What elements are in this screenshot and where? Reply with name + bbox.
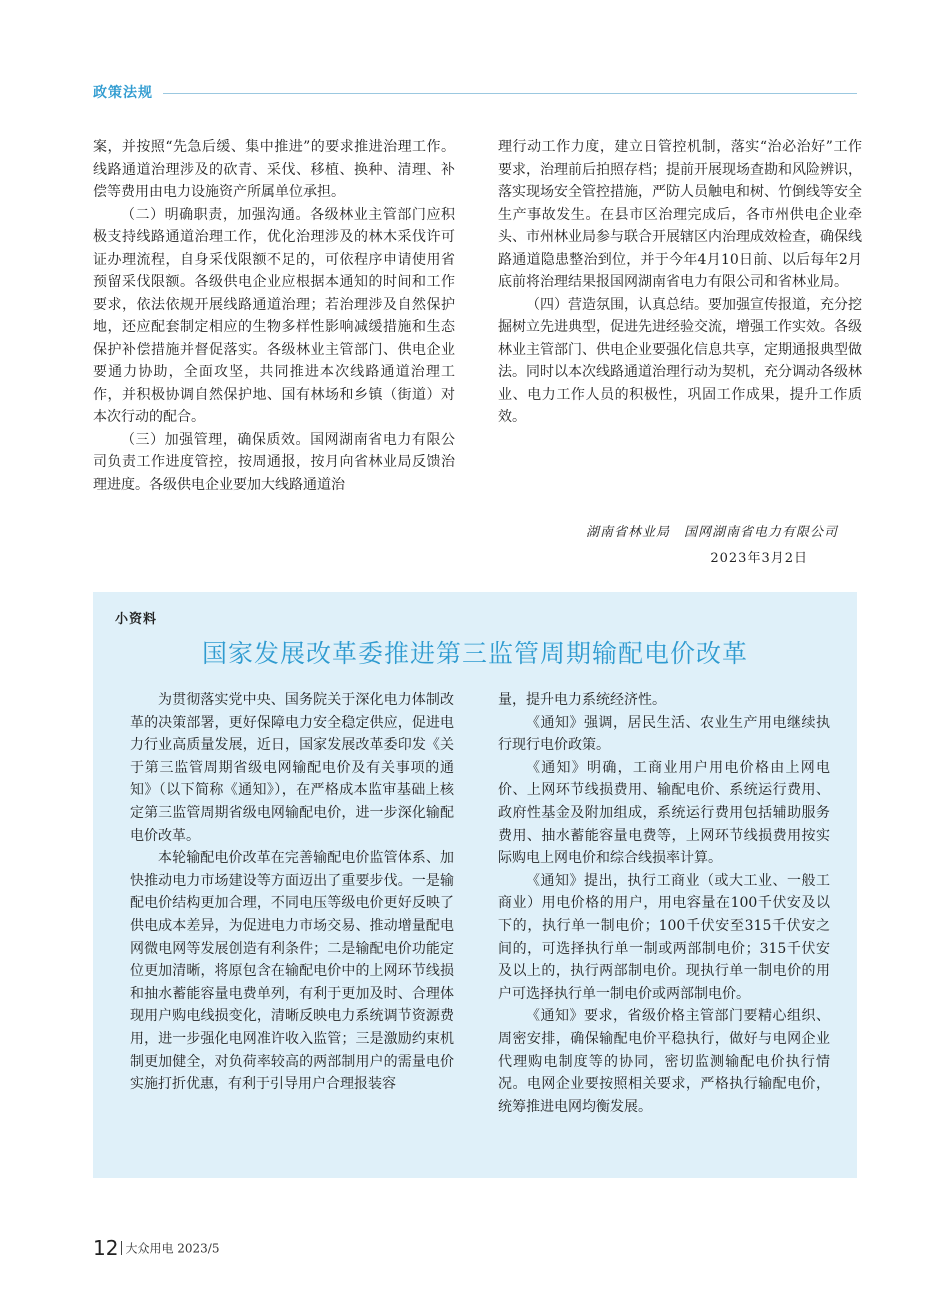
paragraph: 《通知》明确，工商业用户用电价格由上网电价、上网环节线损费用、输配电价、系统运行费用、政府性基金及附加组成，系统运行费用包括辅助服务费用、抽水蓄能容量电费等，上网环节线损费用按实际购电上网电价和综合线损率计算。 (498, 759, 830, 867)
paragraph: 《通知》提出，执行工商业（或大工业、一般工商业）用电价格的用户，用电容量在100千伏安及以下的，执行单一制电价；100千伏安至315千伏安之间的，可选择执行单一制或两部制电价；315千伏安及以上的，执行两部制电价。现执行单一制电价的用户可选择执行单一制电价或两部制电价。 (498, 872, 830, 1002)
sidebar-column-left (130, 689, 454, 1096)
signature-orgs: 湖南省林业局 国网湖南省电力有限公司 (585, 525, 838, 540)
paragraph: （四）营造氛围，认真总结。要加强宣传报道，充分挖掘树立先进典型，促进先进经验交流，增强工作实效。各级林业主管部门、供电企业要强化信息共享，定期通报典型做法。同时以本次线路通道治理行动为契机，充分调动各级林业、电力工作人员的积极性，巩固工作成果，提升工作质效。 (498, 296, 862, 425)
footer-divider (121, 1241, 122, 1255)
sidebar-column-right (498, 689, 830, 1118)
paragraph: 理行动工作力度，建立日管控机制，落实“治必治好”工作要求，治理前后拍照存档；提前开展现场查勘和风险辨识，落实现场安全管控措施，严防人员触电和树、竹倒线等安全生产事故发生。在县市区治理完成后，各市州供电企业牵头、市州林业局参与联合开展辖区内治理成效检查，确保线路通道隐患整治到位，并于今年4月10日前、以后每年2月底前将治理结果报国网湖南省电力有限公司和省林业局。 (498, 139, 862, 290)
paragraph: 《通知》强调，居民生活、农业生产用电继续执行现行电价政策。 (498, 714, 830, 754)
journal-name: 大众用电 2023/5 (125, 1241, 220, 1256)
page-number: 12 (93, 1236, 119, 1260)
paragraph: （三）加强管理，确保质效。国网湖南省电力有限公司负责工作进度管控，按周通报，按月向省林业局反馈治理进度。各级供电企业要加大线路通道治 (93, 431, 455, 493)
sidebar-title: 国家发展改革委推进第三监管周期输配电价改革 (201, 639, 748, 668)
sidebar-label: 小资料 (115, 612, 158, 627)
paragraph: 《通知》要求，省级价格主管部门要精心组织、周密安排，确保输配电价平稳执行，做好与电网企业代理购电制度等的协同，密切监测输配电价执行情况。电网企业要按照相关要求，严格执行输配电价，统筹推进电网均衡发展。 (498, 1008, 830, 1115)
paragraph: （二）明确职责，加强沟通。各级林业主管部门应积极支持线路通道治理工作，优化治理涉及的林木采伐许可证办理流程，自身采伐限额不足的，可依程序申请使用省预留采伐限额。各级供电企业应根据本通知的时间和工作要求，依法依规开展线路通道治理；若治理涉及自然保护地，还应配套制定相应的生物多样性影响减缓措施和生态保护补偿措施并督促落实。各级林业主管部门、供电企业要通力协助，全面攻坚，共同推进本次线路通道治理工作，并积极协调自然保护地、国有林场和乡镇（街道）对本次行动的配合。 (93, 206, 455, 425)
page-footer (93, 1236, 220, 1260)
article-column-left (93, 136, 455, 496)
paragraph: 为贯彻落实党中央、国务院关于深化电力体制改革的决策部署，更好保障电力安全稳定供应，促进电力行业高质量发展，近日，国家发展改革委印发《关于第三监管周期省级电网输配电价及有关事项的通知》（以下简称《通知》），在严格成本监审基础上核定第三监管周期省级电网输配电价，进一步深化输配电价改革。 (130, 692, 454, 844)
header-divider (163, 93, 857, 94)
signature-date: 2023年3月2日 (710, 551, 808, 566)
section-title: 政策法规 (93, 85, 153, 101)
paragraph: 案，并按照“先急后缓、集中推进”的要求推进治理工作。线路通道治理涉及的砍青、采伐、移植、换种、清理、补偿等费用由电力设施资产所属单位承担。 (93, 139, 455, 200)
signature-block (498, 520, 862, 572)
article-column-right (498, 136, 862, 429)
paragraph: 量，提升电力系统经济性。 (498, 692, 666, 708)
page-header (93, 80, 857, 106)
paragraph: 本轮输配电价改革在完善输配电价监管体系、加快推动电力市场建设等方面迈出了重要步伐。一是输配电价结构更加合理，不同电压等级电价更好反映了供电成本差异，为促进电力市场交易、推动增量配电网微电网等发展创造有利条件；二是输配电价功能定位更加清晰，将原包含在输配电价中的上网环节线损和抽水蓄能容量电费单列，有利于更加及时、合理体现用户购电线损变化，清晰反映电力系统调节资源费用，进一步强化电网准许收入监管；三是激励约束机制更加健全，对负荷率较高的两部制用户的需量电价实施打折优惠，有利于引导用户合理报装容 (130, 850, 454, 1093)
